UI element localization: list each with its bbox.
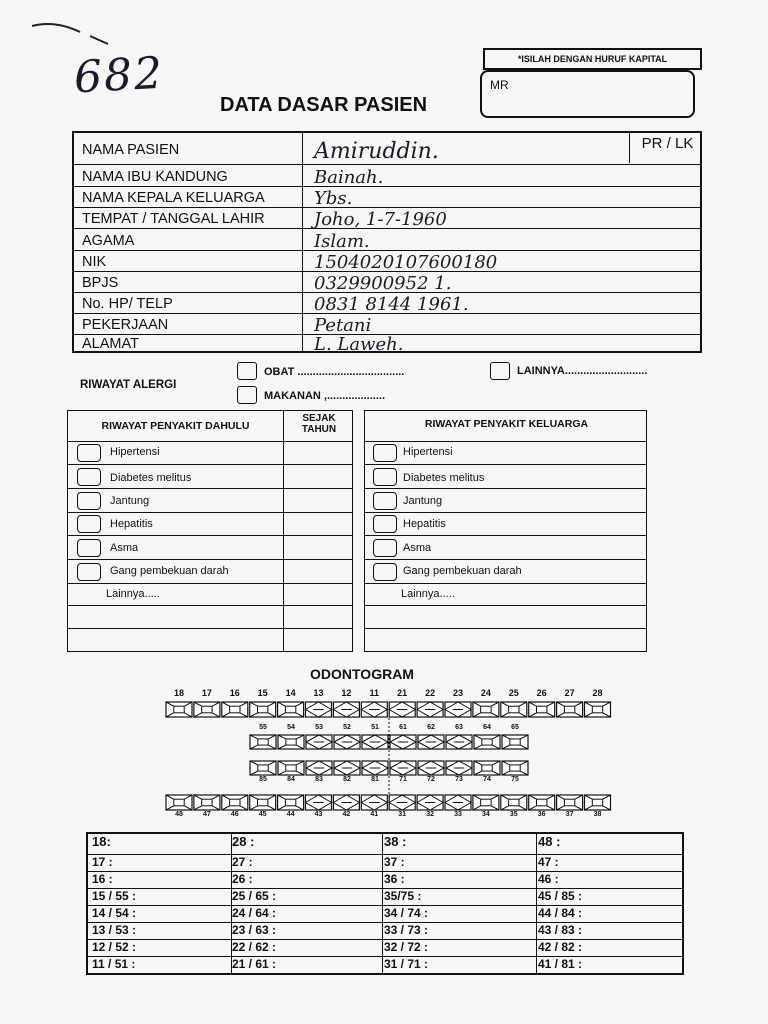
tooth-number-22: 22 [425, 688, 436, 698]
tooth-number-61: 61 [399, 724, 407, 731]
tooth-cell[interactable]: 45 / 85 : [538, 889, 583, 903]
tooth-cell[interactable]: 22 / 62 : [232, 940, 277, 954]
tooth-cell[interactable]: 46 : [538, 872, 559, 886]
history-row [365, 465, 646, 489]
tooth-cell[interactable]: 35/75 : [384, 889, 422, 903]
tooth-cell[interactable]: 32 / 72 : [384, 940, 429, 954]
tooth-41[interactable] [361, 795, 387, 810]
disease-label: Asma [110, 542, 139, 554]
tooth-48[interactable] [166, 795, 192, 810]
mr-label: MR [490, 78, 509, 92]
tooth-number-73: 73 [455, 776, 463, 783]
tooth-82[interactable] [334, 761, 360, 775]
tooth-number-72: 72 [427, 776, 435, 783]
disease-label: Hepatitis [403, 518, 446, 530]
tooth-cell[interactable]: 42 / 82 : [538, 940, 583, 954]
tooth-52[interactable] [334, 735, 360, 749]
tooth-84[interactable] [278, 761, 304, 775]
tooth-cell[interactable]: 17 : [92, 855, 113, 869]
tooth-number-31: 31 [398, 811, 407, 818]
field-label: AGAMA [82, 233, 135, 249]
tooth-number-34: 34 [481, 811, 490, 818]
field-value[interactable]: 0831 8144 1961. [314, 294, 469, 315]
tooth-cell[interactable]: 41 / 81 : [538, 957, 583, 971]
tooth-number-64: 64 [483, 724, 491, 731]
row-checkbox[interactable] [373, 444, 397, 462]
tooth-51[interactable] [362, 735, 388, 749]
tooth-31[interactable] [389, 795, 415, 810]
tooth-number-25: 25 [508, 688, 519, 698]
row-checkbox[interactable] [77, 492, 101, 510]
tooth-cell[interactable]: 38 : [384, 834, 407, 849]
tooth-number-14: 14 [285, 688, 296, 698]
tooth-23[interactable] [445, 702, 471, 717]
tooth-65[interactable] [502, 735, 528, 749]
field-value[interactable]: Petani [314, 315, 372, 336]
field-label: NAMA PASIEN [82, 142, 180, 158]
tooth-27[interactable] [557, 702, 583, 717]
past-history-title: RIWAYAT PENYAKIT DAHULU [101, 420, 250, 432]
field-value[interactable]: Islam. [314, 231, 370, 252]
field-row [74, 314, 700, 335]
field-label: TEMPAT / TANGGAL LAHIR [82, 211, 265, 227]
tooth-75[interactable] [502, 761, 528, 775]
tooth-47[interactable] [194, 795, 220, 810]
tooth-number-81: 81 [371, 776, 379, 783]
history-row [68, 513, 352, 536]
field-label: NAMA KEPALA KELUARGA [82, 190, 265, 206]
other-label: Lainnya..... [106, 588, 160, 600]
tooth-28[interactable] [585, 702, 611, 717]
history-row [365, 536, 646, 560]
lainnya-label: LAINNYA........................... [517, 365, 648, 377]
tooth-number-33: 33 [454, 811, 462, 818]
header-row [68, 411, 352, 442]
tooth-number-48: 48 [175, 811, 183, 818]
tooth-cell[interactable]: 36 : [384, 872, 405, 886]
tooth-number-13: 13 [313, 688, 324, 698]
history-row [68, 465, 352, 489]
field-row [74, 187, 700, 208]
tooth-cell[interactable]: 34 / 74 : [384, 906, 429, 920]
row-checkbox[interactable] [77, 515, 101, 533]
tooth-83[interactable] [306, 761, 332, 775]
history-row [68, 442, 352, 465]
tooth-number-71: 71 [399, 776, 407, 783]
odontogram-title: ODONTOGRAM [310, 666, 414, 682]
row-checkbox[interactable] [373, 468, 397, 486]
tooth-34[interactable] [473, 795, 499, 810]
tooth-number-74: 74 [483, 776, 491, 783]
tooth-number-65: 65 [511, 724, 519, 731]
header-row [365, 411, 646, 442]
row-checkbox[interactable] [77, 563, 101, 581]
obat-label: OBAT ................................... [264, 366, 405, 378]
tooth-cell[interactable]: 48 : [538, 834, 561, 849]
tooth-cell[interactable]: 18: [92, 834, 111, 849]
field-row [74, 293, 700, 314]
handwritten-file-number: 682 [72, 47, 166, 104]
field-label: BPJS [82, 275, 119, 291]
since-year-header: SEJAK TAHUN [301, 413, 337, 435]
tooth-16[interactable] [222, 702, 248, 717]
disease-label: Gang pembekuan darah [110, 565, 229, 577]
tooth-43[interactable] [306, 795, 332, 810]
tooth-46[interactable] [222, 795, 248, 810]
makanan-label: MAKANAN ,................... [264, 390, 386, 402]
field-value[interactable]: L. Laweh. [314, 334, 404, 355]
tooth-26[interactable] [529, 702, 555, 717]
tooth-32[interactable] [417, 795, 443, 810]
tooth-number-26: 26 [536, 688, 547, 698]
pen-scratch-mark [30, 18, 110, 48]
tooth-number-53: 53 [315, 724, 323, 731]
field-row [74, 165, 700, 187]
tooth-cell[interactable]: 43 / 83 : [538, 923, 583, 937]
tooth-number-17: 17 [201, 688, 212, 698]
tooth-number-38: 38 [593, 811, 602, 818]
history-row [365, 560, 646, 584]
tooth-cell[interactable]: 16 : [92, 872, 113, 886]
tooth-13[interactable] [306, 702, 332, 717]
tooth-cell[interactable]: 12 / 52 : [92, 940, 137, 954]
tooth-44[interactable] [278, 795, 304, 810]
tooth-number-63: 63 [455, 724, 463, 731]
tooth-cell[interactable]: 14 / 54 : [92, 906, 137, 920]
disease-label: Hipertensi [403, 446, 453, 458]
row-checkbox[interactable] [373, 539, 397, 557]
tooth-64[interactable] [474, 735, 500, 749]
tooth-36[interactable] [529, 795, 555, 810]
tooth-cell[interactable]: 27 : [232, 855, 253, 869]
empty-row [365, 606, 646, 629]
tooth-number-15: 15 [257, 688, 268, 698]
tooth-24[interactable] [473, 702, 499, 717]
tooth-number-62: 62 [427, 724, 435, 731]
field-row [74, 335, 700, 353]
disease-label: Diabetes melitus [403, 472, 485, 484]
tooth-cell[interactable]: 25 / 65 : [232, 889, 277, 903]
tooth-number-84: 84 [287, 776, 295, 783]
field-label: NIK [82, 254, 107, 270]
field-value[interactable]: Joho, 1-7-1960 [314, 209, 447, 230]
tooth-number-28: 28 [592, 688, 603, 698]
tooth-11[interactable] [361, 702, 387, 717]
tooth-number-52: 52 [343, 724, 351, 731]
field-value[interactable]: Bainah. [314, 167, 384, 188]
tooth-35[interactable] [501, 795, 527, 810]
field-value[interactable]: Amiruddin. [314, 139, 439, 164]
tooth-38[interactable] [585, 795, 611, 810]
tooth-53[interactable] [306, 735, 332, 749]
history-row [365, 442, 646, 465]
tooth-42[interactable] [333, 795, 359, 810]
tooth-number-27: 27 [564, 688, 575, 698]
tooth-number-23: 23 [452, 688, 463, 698]
tooth-cell[interactable]: 13 / 53 : [92, 923, 137, 937]
tooth-73[interactable] [446, 761, 472, 775]
tooth-15[interactable] [250, 702, 276, 717]
gender-cell[interactable]: PR / LK [629, 133, 705, 163]
other-label: Lainnya..... [401, 588, 455, 600]
tooth-number-51: 51 [371, 724, 379, 731]
field-row [74, 229, 700, 251]
tooth-54[interactable] [278, 735, 304, 749]
tooth-63[interactable] [446, 735, 472, 749]
field-label: NAMA IBU KANDUNG [82, 169, 228, 185]
tooth-25[interactable] [501, 702, 527, 717]
field-label: No. HP/ TELP [82, 296, 173, 312]
obat-checkbox[interactable] [237, 362, 257, 380]
tooth-number-11: 11 [369, 688, 380, 698]
row-checkbox[interactable] [77, 468, 101, 486]
field-value[interactable]: Ybs. [314, 188, 353, 209]
lainnya-checkbox[interactable] [490, 362, 510, 380]
tooth-number-41: 41 [370, 811, 379, 818]
disease-label: Asma [403, 542, 432, 554]
tooth-cell[interactable]: 37 : [384, 855, 405, 869]
tooth-45[interactable] [250, 795, 276, 810]
disease-label: Hipertensi [110, 446, 160, 458]
family-history-title: RIWAYAT PENYAKIT KELUARGA [424, 418, 589, 430]
makanan-checkbox[interactable] [237, 386, 257, 404]
tooth-number-54: 54 [287, 724, 295, 731]
row-checkbox[interactable] [373, 492, 397, 510]
row-checkbox[interactable] [77, 444, 101, 462]
history-row [68, 560, 352, 584]
tooth-81[interactable] [362, 761, 388, 775]
history-row [365, 584, 646, 606]
tooth-18[interactable] [166, 702, 192, 717]
field-label: ALAMAT [82, 336, 139, 352]
history-row [68, 584, 352, 606]
tooth-number-44: 44 [286, 811, 295, 818]
history-row [68, 489, 352, 513]
tooth-number-35: 35 [509, 811, 518, 818]
field-row [74, 208, 700, 229]
tooth-number-21: 21 [397, 688, 408, 698]
tooth-cell[interactable]: 33 / 73 : [384, 923, 429, 937]
tooth-number-82: 82 [343, 776, 351, 783]
mr-box[interactable] [480, 70, 695, 118]
history-row [68, 536, 352, 560]
tooth-cell[interactable]: 24 / 64 : [232, 906, 277, 920]
tooth-number-85: 85 [259, 776, 267, 783]
field-value[interactable]: 0329900952 1. [314, 273, 452, 294]
disease-label: Jantung [403, 495, 443, 507]
tooth-cell[interactable]: 21 / 61 : [232, 957, 277, 971]
tooth-cell[interactable]: 28 : [232, 834, 255, 849]
history-row [365, 489, 646, 513]
tooth-number-32: 32 [426, 811, 434, 818]
tooth-17[interactable] [194, 702, 220, 717]
tooth-74[interactable] [474, 761, 500, 775]
tooth-number-55: 55 [259, 724, 267, 731]
field-row [74, 251, 700, 272]
tooth-number-42: 42 [342, 811, 351, 818]
family-history-table [364, 410, 647, 652]
tooth-number-43: 43 [314, 811, 323, 818]
tooth-cell[interactable]: 23 / 63 : [232, 923, 277, 937]
tooth-61[interactable] [390, 735, 416, 749]
tooth-71[interactable] [390, 761, 416, 775]
allergy-label: RIWAYAT ALERGI [80, 379, 177, 391]
disease-label: Hepatitis [110, 518, 153, 530]
tooth-cell[interactable]: 26 : [232, 872, 253, 886]
tooth-14[interactable] [278, 702, 304, 717]
disease-label: Gang pembekuan darah [403, 565, 522, 577]
page-title: DATA DASAR PASIEN [220, 94, 428, 116]
row-checkbox[interactable] [373, 515, 397, 533]
tooth-85[interactable] [250, 761, 276, 775]
tooth-number-37: 37 [565, 811, 574, 818]
disease-label: Jantung [110, 495, 150, 507]
capital-letters-note: *ISILAH DENGAN HURUF KAPITAL [483, 48, 702, 70]
tooth-number-18: 18 [173, 688, 184, 698]
tooth-22[interactable] [417, 702, 443, 717]
tooth-cell[interactable]: 31 / 71 : [384, 957, 429, 971]
row-checkbox[interactable] [373, 563, 397, 581]
tooth-33[interactable] [445, 795, 471, 810]
tooth-21[interactable] [389, 702, 415, 717]
tooth-number-75: 75 [511, 776, 519, 783]
tooth-cell[interactable]: 15 / 55 : [92, 889, 137, 903]
disease-label: Diabetes melitus [110, 472, 192, 484]
tooth-number-24: 24 [480, 688, 491, 698]
tooth-number-16: 16 [229, 688, 240, 698]
tooth-55[interactable] [250, 735, 276, 749]
history-row [365, 513, 646, 536]
empty-row [68, 606, 352, 629]
tooth-cell[interactable]: 44 / 84 : [538, 906, 583, 920]
field-label: PEKERJAAN [82, 317, 169, 333]
tooth-number-12: 12 [341, 688, 352, 698]
field-row [74, 133, 700, 165]
tooth-cell[interactable]: 11 / 51 : [92, 957, 136, 971]
patient-identity-table [72, 131, 702, 353]
tooth-72[interactable] [418, 761, 444, 775]
tooth-cell[interactable]: 47 : [538, 855, 559, 869]
tooth-number-45: 45 [258, 811, 267, 818]
tooth-12[interactable] [333, 702, 359, 717]
tooth-37[interactable] [557, 795, 583, 810]
past-history-table [67, 410, 353, 652]
tooth-number-46: 46 [230, 811, 239, 818]
field-row [74, 272, 700, 293]
tooth-number-47: 47 [202, 811, 211, 818]
tooth-number-36: 36 [537, 811, 546, 818]
field-value[interactable]: 1504020107600180 [314, 252, 498, 273]
tooth-number-83: 83 [315, 776, 323, 783]
row-checkbox[interactable] [77, 539, 101, 557]
tooth-62[interactable] [418, 735, 444, 749]
